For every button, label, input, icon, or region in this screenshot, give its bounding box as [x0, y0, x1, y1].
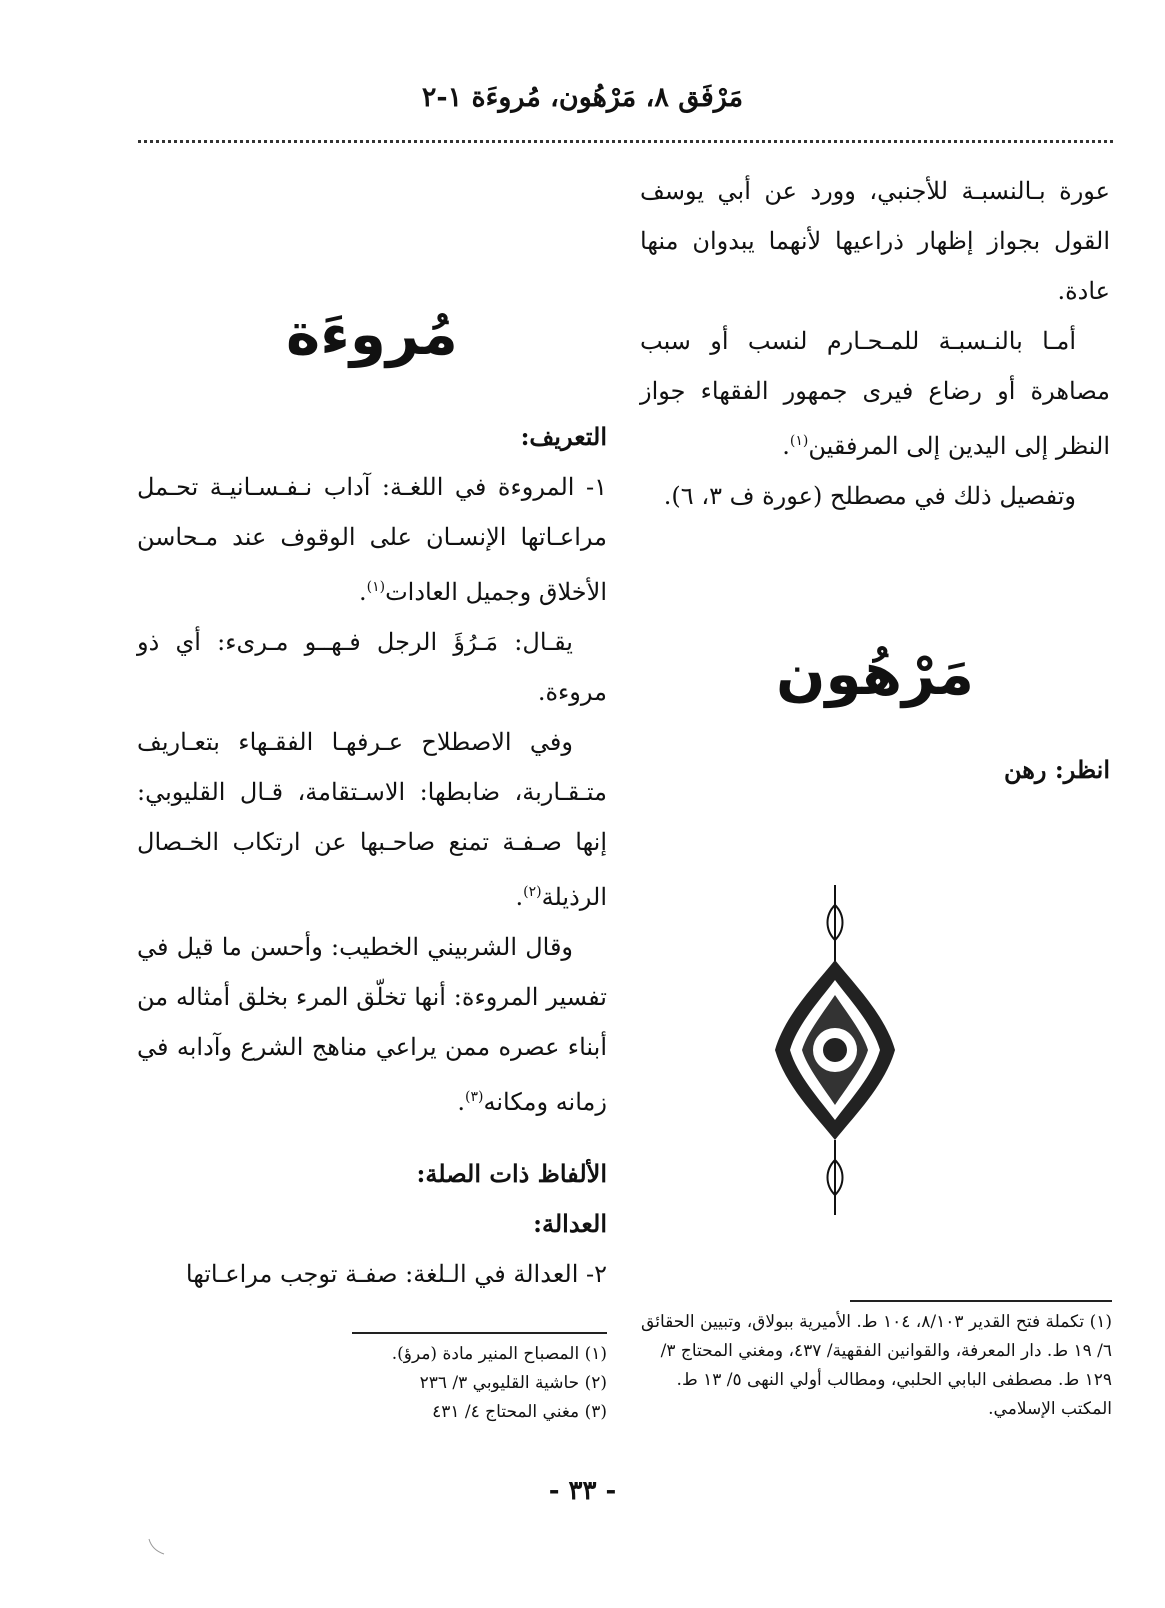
paragraph: ١- المروءة في اللغـة: آداب نـفـسـانيـة تحـمل مراعـاتها الإنسـان على الوقوف عند مـحاسن الأخلاق وجميل العادات$^{(١)}$. [137, 473, 607, 606]
paragraph: وتفصيل ذلك في مصطلح (عورة ف ٣، ٦). [663, 482, 1076, 510]
page-number: - ٣٣ - [548, 1476, 617, 1506]
entry-title-muruah: مُروءَة [286, 300, 458, 368]
entry-title-marhun: مَرْهُون [775, 640, 975, 708]
section-heading-justice: العدالة: [533, 1209, 607, 1238]
footnote-ref: (١) [366, 579, 386, 595]
footnote-rule [850, 1300, 1112, 1302]
footnote: (١) المصباح المنير مادة (مرؤ). [391, 1344, 607, 1364]
left-column [137, 412, 607, 1299]
footnote: (١) تكملة فتح القدير ٨/١٠٣، ١٠٤ ط. الأميرية ببولاق، وتبيين الحقائق ٦/ ١٩ ط. دار المعرفة، والقوانين الفقهية/ ٤٣٧، ومغني المحتاج ٣/ ١٢٩ ط. مصطفى البابي الحلبي، ومطالب أولي النهى ٥/ ١٣ ط. المكتب الإسلامي. [641, 1312, 1112, 1419]
footnote: (٣) مغني المحتاج ٤/ ٤٣١ [432, 1402, 607, 1422]
footnote-ref: (١) [789, 433, 809, 449]
right-footnotes [640, 1308, 1112, 1424]
footnote: (٢) حاشية القليوبي ٣/ ٢٣٦ [419, 1373, 607, 1393]
left-footnotes [137, 1340, 607, 1427]
paragraph: وقال الشربيني الخطيب: وأحسن ما قيل في تفسير المروءة: أنها تخلّق المرء بخلق أمثاله من أبناء عصره ممن يراعي مناهج الشرع وآدابه في زمانه ومكانه$^{(٣)}$. [137, 933, 607, 1116]
paragraph: أمـا بالنـسبـة للمـحـارم لنسب أو سبب مصاهرة أو رضاع فيرى جمهور الفقهاء جواز النظر إلى اليدين إلى المرفقين$^{(١)}$. [640, 327, 1110, 460]
paragraph: يقـال: مَـرُؤَ الرجل فـهــو مـرىء: أي ذو مروءة. [137, 628, 607, 706]
paragraph: عورة بـالنسبـة للأجنبي، وورد عن أبي يوسف القول بجواز إظهار ذراعيها لأنهما يبدوان منها عادة. [640, 177, 1110, 305]
header-rule [138, 140, 1113, 143]
scan-mark-icon [148, 1538, 168, 1558]
footnote-ref: (٢) [523, 884, 542, 900]
section-heading-related: الألفاظ ذات الصلة: [416, 1159, 607, 1188]
section-heading-definition: التعريف: [520, 422, 607, 451]
see-also-reference: انظر: رهن [1003, 755, 1110, 784]
footnote-ref: (٣) [465, 1089, 484, 1105]
paragraph: وفي الاصطلاح عـرفهـا الفقـهاء بتعـاريف متـقـاربة، ضابطها: الاسـتقامة، قـال القليوبي: إنها صـفـة تمنع صاحـبها عن ارتكاب الخـصال الرذيلة$^{(٢)}$. [137, 728, 607, 911]
footnote-rule [352, 1332, 607, 1334]
running-head: مَرْفَق ٨، مَرْهُون، مُروءَة ١-٢ [421, 82, 744, 113]
paragraph: ٢- العدالة في الـلغة: صفـة توجب مراعـاتها [185, 1260, 607, 1288]
ornament-icon [775, 885, 895, 1215]
right-column [640, 166, 1110, 521]
